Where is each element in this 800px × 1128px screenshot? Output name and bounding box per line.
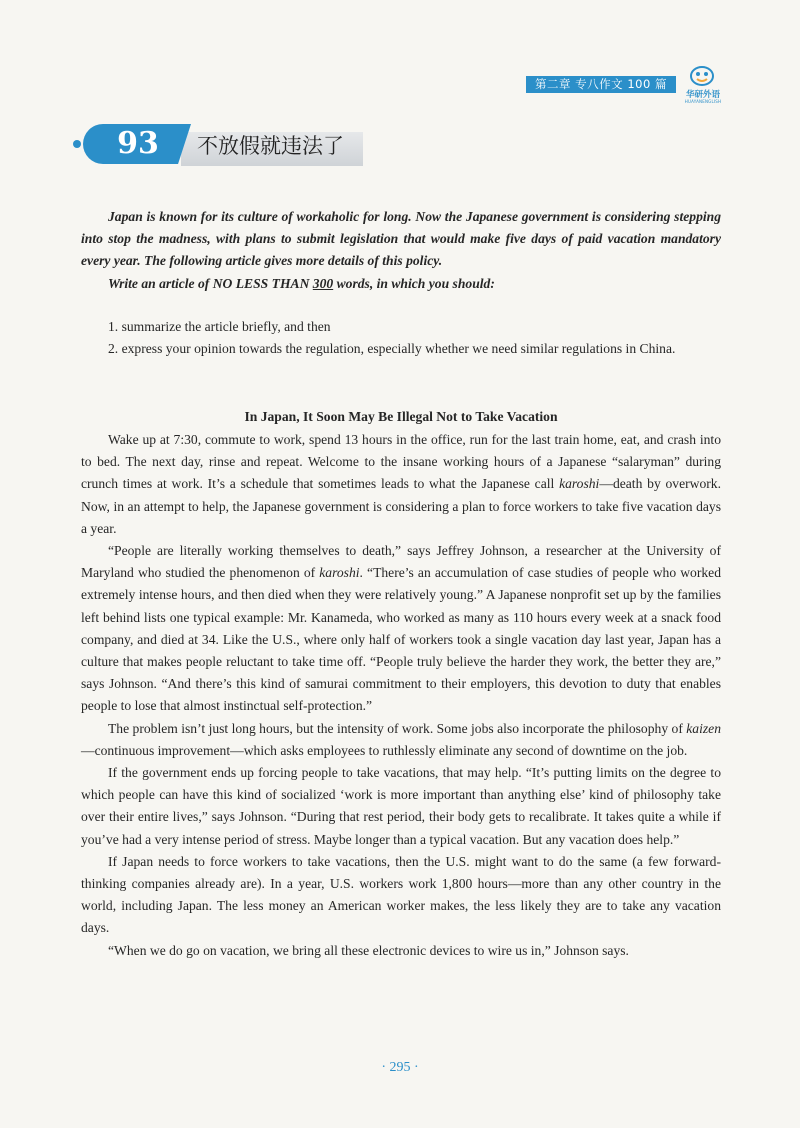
prompt-item-1: 1. summarize the article briefly, and then [108, 319, 331, 334]
article-paragraph-3 [81, 718, 721, 762]
essay-title: 不放假就违法了 [197, 134, 344, 158]
article-paragraph-4: If the government ends up forcing people to take vacations, that may help. “It’s putting limits on the degree to which people can have this kind of socialized ‘work is more important than anything else’ kind of philosophy take over their entire lives,” says Johnson. “During that rest period, their body gets to recalibrate. It takes quite a while if you’ve had a very intense period of stress. Maybe longer than a typical vacation. But any vacation does help.” [81, 765, 721, 847]
p1-text-a: Wake up at 7:30, commute to work, spend 13 hours in the office, run for the last train home, eat, and crash into to bed. The next day, rinse and repeat. Welcome to the insane working hours of a Japanese “salaryman” during crunch times at work. It’s a schedule that sometimes leads to what the Japanese call [81, 432, 721, 492]
article-body [81, 429, 721, 962]
p3-term: kaizen [686, 720, 721, 736]
prompt-item-2: 2. express your opinion towards the regulation, especially whether we need similar regulations in China. [108, 341, 676, 357]
p1-text-b: —death by overwork. Now, in an attempt to help, the Japanese government is considering a plan to force workers to take five vacation days a year. [81, 476, 721, 536]
logo-text: 华研外语 [685, 90, 720, 100]
prompt-items [81, 316, 721, 360]
p2-text-b: . “There’s an accumulation of case studies of people who worked extremely intense hours, and then died when they were relatively young.” A Japanese nonprofit set up by the families left behind lists one typical example: Mr. Kanameda, who worked as many as 110 hours every week at a snack food company, and died at 34. Like the U.S., where only half of workers took a single vacation day last year, Japan has a culture that makes people reluctant to take time off. “People truly believe the harder they work, the better they are,” says Johnson. “And there’s this kind of samurai commitment to their employers, this devotion to duty that enables people to lose that almost instinctual self-protection.” [81, 565, 721, 714]
logo-subtext: HUAYANENGLISH [684, 99, 722, 104]
p3-text-b: —continuous improvement—which asks employees to ruthlessly eliminate any second of downtime on the job. [81, 742, 688, 758]
article-title: In Japan, It Soon May Be Illegal Not to Take Vacation [244, 409, 558, 424]
article-paragraph-2 [81, 540, 721, 718]
p2-text-a: “People are literally working themselves to death,” says Jeffrey Johnson, a researcher at the University of Maryland who studied the phenomenon of [81, 543, 721, 581]
task-text-before: Write an article of NO LESS THAN [108, 275, 313, 291]
title-dot-icon [73, 140, 81, 148]
prompt-task [81, 273, 721, 295]
word-count: 300 [312, 275, 334, 291]
article-paragraph-5: If Japan needs to force workers to take vacations, then the U.S. might want to do the same (a few forward-thinking companies already are). In a year, U.S. workers work 1,800 hours—more than any other country in the world, including Japan. The less money an American worker makes, the less likely they are to take any vacation days. [81, 853, 721, 936]
article-paragraph-6: “When we do go on vacation, we bring all these electronic devices to wire us in,” Johnson says. [108, 942, 629, 958]
p3-text-a: The problem isn’t just long hours, but the intensity of work. Some jobs also incorporate the philosophy of [108, 720, 687, 736]
task-text-after: words, in which you should: [333, 275, 495, 291]
writing-prompt [81, 206, 721, 295]
p2-term: karoshi [319, 565, 360, 581]
chapter-badge: 第二章 专八作文 100 篇 [526, 76, 676, 93]
essay-title-bar [73, 118, 363, 170]
p1-term: karoshi [559, 476, 600, 492]
prompt-intro: Japan is known for its culture of workaholic for long. Now the Japanese government is considering stepping into stop the madness, with plans to submit legislation that would make five days of paid vacation mandatory every year. The following article gives more details of this policy. [81, 209, 721, 269]
page-number: · 295 · [381, 1060, 419, 1075]
article-paragraph-1 [81, 429, 721, 540]
essay-number: 93 [117, 126, 159, 161]
